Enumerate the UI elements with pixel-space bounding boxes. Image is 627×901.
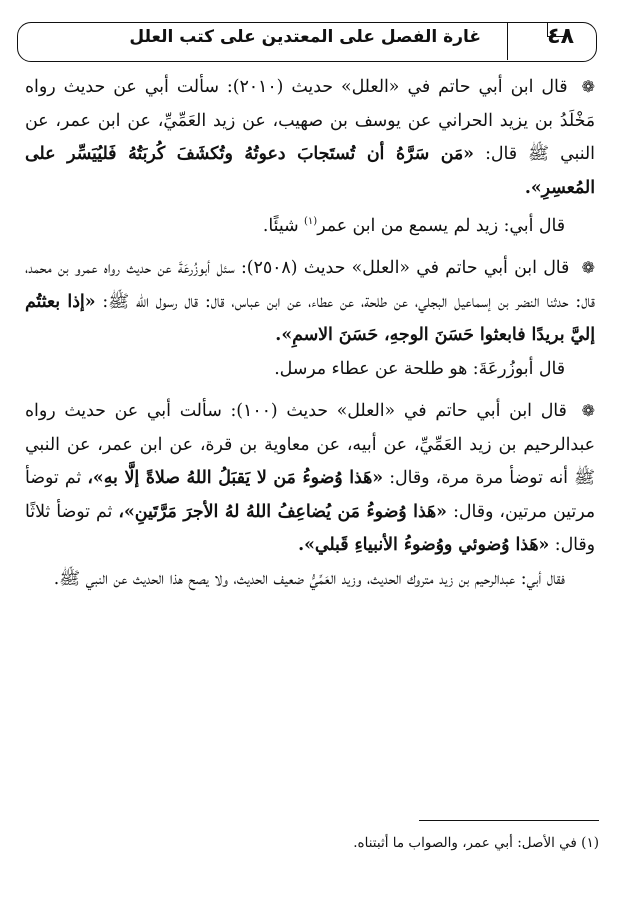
entry-1-intro [25,70,595,205]
page-number: ٤٨ [547,24,574,49]
entry-3-hadith-3: «هَذا وُضوئي ووُضوءُ الأنبياءِ قَبلي». [298,535,550,556]
entry-3-mid-1: ثم توضأ مرتين مرتين، وقال: [25,468,595,522]
entry-1-isnad: قال ابن أبي حاتم في «العلل» حديث (٢٠١٠): سألت أبي عن حديث رواه مَخْلَدُ بن يزيد الحراني عن يوسف بن صهيب، عن زيد العَمِّيِّ، عن ابن عمر، عن النبي ﷺ قال: [25,77,595,164]
entry-2-isnad: قال ابن أبي حاتم في «العلل» حديث (٢٥٠٨): سئل أبوزُرعَةَ عن حديث رواه عمرو بن محمد، قال: حدثنا النضر بن إسماعيل البجلي، عن طلحة، عن عطاء، عن ابن عباس، قال: قال رسول الله ﷺ: [25,258,595,312]
entry-2 [25,251,595,386]
entry-3-hadith-1: «هَذا وُضوءُ مَن لا يَقبَلُ اللهُ صلاةً إلَّا بهِ»، [87,468,384,489]
entry-3 [25,394,595,596]
entry-3-isnad: قال ابن أبي حاتم في «العلل» حديث (١٠٠): سألت أبي عن حديث رواه عبدالرحيم بن زيد العَمِّيِّ، عن أبيه، عن معاوية بن قرة، عن ابن عمر، عن النبي ﷺ أنه توضأ مرة مرة، وقال: [25,401,595,489]
entry-1-comment [25,205,595,243]
entry-3-hadith-2: «هَذا وُضوءُ مَن يُضاعِفُ اللهُ لهُ الأجرَ مَرَّتَينِ»، [118,501,447,522]
rosette-icon: ❁ [581,77,596,96]
entry-1-comment-end: شيئًا. [262,215,305,236]
entry-1-comment-text: قال أبي: زيد لم يسمع من ابن عمر [317,215,565,236]
entry-3-comment: فقال أبي: عبدالرحيم بن زيد متروك الحديث، وزيد العَمِّيُّ ضعيف الحديث، ولا يصح هذا الحديث عن النبي ﷺ. [53,568,565,589]
footnote: (١) في الأصل: أبي عمر، والصواب ما أثبتناه. [353,835,599,851]
rosette-icon: ❁ [581,401,596,421]
entry-1 [25,70,595,243]
entry-2-comment: قال أبوزُرعَةَ: هو طلحة عن عطاء مرسل. [274,358,565,379]
entry-1-hadith: «مَن سَرَّهُ أن تُستَجابَ دعوتُهُ وتُكشَفَ كُربَتُهُ فَليُيَسِّر على المُعسِرِ». [25,144,595,198]
entry-3-mid-2: ثم توضأ ثلاثًا وقال: [25,501,595,556]
header-ornament [547,22,570,37]
running-header [17,22,597,62]
header-title: غارة الفصل على المعتدين على كتب العلل [129,27,481,47]
main-text [25,70,595,604]
footnote-ref: (١) [304,216,318,227]
entry-2-hadith: «إذا بعثتُم إليَّ بريدًا فابعثوا حَسَنَ الوجهِ، حَسَنَ الاسمِ». [25,291,595,346]
entry-3-intro [25,394,595,563]
footnote-divider [419,820,599,821]
entry-2-intro [25,251,595,353]
rosette-icon: ❁ [581,258,595,278]
